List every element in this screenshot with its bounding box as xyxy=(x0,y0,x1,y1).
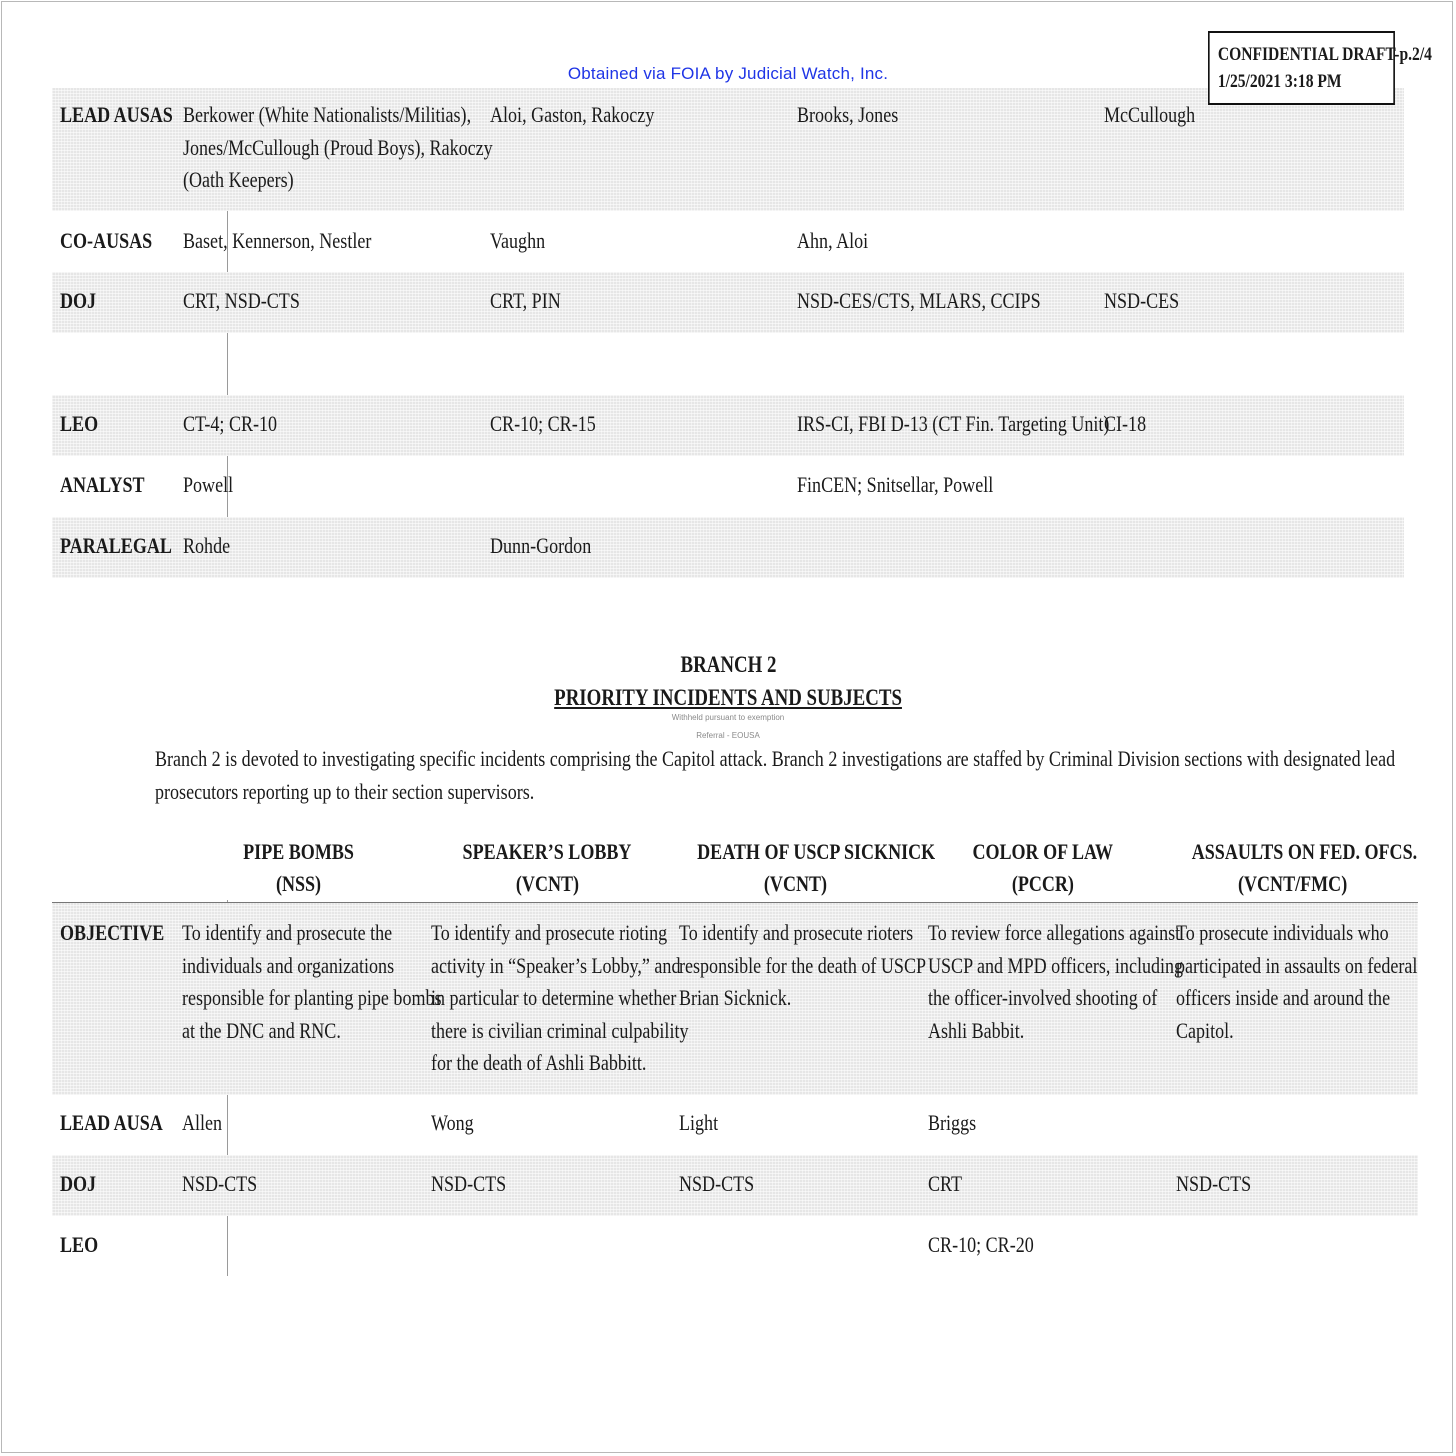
column-header-pipe-bombs xyxy=(175,836,423,900)
table-cell: Brooks, Jones xyxy=(797,102,899,127)
table-cell: NSD-CTS xyxy=(431,1171,507,1196)
table-cell: NSD-CTS xyxy=(1176,1171,1252,1196)
row-label: LEO xyxy=(60,1232,99,1257)
column-title: DEATH OF USCP SICKNICK xyxy=(697,839,936,864)
column-unit: (VCNT/FMC) xyxy=(1238,871,1348,896)
stamp-title: CONFIDENTIAL DRAFT-p.2/4 xyxy=(1217,44,1432,65)
cell-line: the officer-involved shooting of xyxy=(928,985,1158,1010)
column-header-color-of-law xyxy=(919,836,1167,900)
cell-line: at the DNC and RNC. xyxy=(182,1017,341,1043)
table-cell xyxy=(431,917,688,1080)
table-cell: Vaughn xyxy=(490,228,546,253)
table-row-lead-ausa xyxy=(52,1094,1418,1155)
branch2-description xyxy=(155,742,1395,808)
redaction-note: Referral - EOUSA xyxy=(696,731,760,740)
cell-line: Berkower (White Nationalists/Militias), xyxy=(183,102,472,127)
table-row-co-ausas xyxy=(52,211,1404,272)
column-title: SPEAKER’S LOBBY xyxy=(462,839,632,864)
row-label: LEAD AUSA xyxy=(60,1110,163,1135)
table-cell xyxy=(679,917,926,1015)
table-cell: IRS-CI, FBI D-13 (CT Fin. Targeting Unit) xyxy=(797,411,1110,436)
cell-line: Ashli Babbit. xyxy=(928,1017,1025,1043)
table-cell: Aloi, Gaston, Rakoczy xyxy=(490,102,655,127)
column-unit: (NSS) xyxy=(276,871,322,896)
table-cell: FinCEN; Snitsellar, Powell xyxy=(797,472,994,497)
table-cell: McCullough xyxy=(1104,102,1196,127)
branch2-heading xyxy=(0,648,1456,681)
table-cell: Light xyxy=(679,1110,719,1135)
table-cell: Briggs xyxy=(928,1110,977,1135)
subheading-text: PRIORITY INCIDENTS AND SUBJECTS xyxy=(554,685,902,710)
table-cell: Dunn-Gordon xyxy=(490,533,592,558)
row-label: ANALYST xyxy=(60,472,145,497)
cell-line: Brian Sicknick. xyxy=(679,985,792,1010)
table-cell xyxy=(928,917,1183,1047)
table-cell xyxy=(183,99,493,197)
table-row-leo xyxy=(52,395,1404,456)
cell-line: To review force allegations against xyxy=(928,920,1181,945)
branch2-subheading xyxy=(0,681,1456,714)
redaction-note: Withheld pursuant to exemption xyxy=(671,713,785,722)
column-title: PIPE BOMBS xyxy=(243,839,355,864)
cell-line: To prosecute individuals who xyxy=(1176,920,1389,945)
table-cell: CI-18 xyxy=(1104,411,1147,436)
cell-line: individuals and organizations xyxy=(182,952,395,978)
table-row-analyst xyxy=(52,456,1404,517)
table-cell: CT-4; CR-10 xyxy=(183,411,278,436)
cell-line: To identify and prosecute rioting xyxy=(431,920,668,945)
cell-line: in particular to determine whether xyxy=(431,985,677,1010)
paragraph-line: Branch 2 is devoted to investigating specific incidents comprising the Capitol attack. Branch 2 investigations are staffed by Criminal Division sections with designated lead xyxy=(155,746,1396,771)
table-cell: Baset, Kennerson, Nestler xyxy=(183,228,372,253)
table-cell: NSD-CES/CTS, MLARS, CCIPS xyxy=(797,288,1041,313)
cell-line: To identify and prosecute the xyxy=(182,920,393,945)
table-cell: CRT xyxy=(928,1171,963,1196)
table-row-lead-ausas xyxy=(52,88,1404,211)
cell-line: Capitol. xyxy=(1176,1017,1234,1043)
table-cell: NSD-CTS xyxy=(182,1171,258,1196)
paragraph-line: prosecutors reporting up to their section supervisors. xyxy=(155,779,535,804)
table-cell: Wong xyxy=(431,1110,474,1135)
table-row-doj xyxy=(52,1155,1418,1216)
cell-line: there is civilian criminal culpability xyxy=(431,1017,689,1043)
row-label: OBJECTIVE xyxy=(60,920,165,945)
table-cell: Powell xyxy=(183,472,234,497)
cell-line: USCP and MPD officers, including xyxy=(928,952,1184,978)
column-header-assaults-on-fed-ofcs xyxy=(1167,836,1419,900)
table-cell xyxy=(182,917,442,1047)
table-cell: Allen xyxy=(182,1110,223,1135)
table-row-leo xyxy=(52,1216,1418,1276)
foia-notice: Obtained via FOIA by Judicial Watch, Inc. xyxy=(567,64,889,83)
cell-line: responsible for the death of USCP xyxy=(679,952,927,978)
row-label: LEAD AUSAS xyxy=(60,102,173,127)
table-cell: CRT, NSD-CTS xyxy=(183,288,300,313)
column-header-death-of-sicknick xyxy=(671,836,936,900)
table-cell xyxy=(1176,917,1417,1047)
column-header-speakers-lobby xyxy=(423,836,671,900)
row-label: CO-AUSAS xyxy=(60,228,153,253)
stamp-date: 1/25/2021 3:18 PM xyxy=(1217,71,1342,92)
row-label: LEO xyxy=(60,411,99,436)
cell-line: for the death of Ashli Babbitt. xyxy=(431,1050,647,1075)
cell-line: activity in “Speaker’s Lobby,” and xyxy=(431,952,681,978)
table-cell: NSD-CTS xyxy=(679,1171,755,1196)
row-label: PARALEGAL xyxy=(60,533,172,558)
table-cell: NSD-CES xyxy=(1104,288,1180,313)
column-title: ASSAULTS ON FED. OFCS. xyxy=(1191,839,1418,864)
table-cell: Rohde xyxy=(183,533,231,558)
heading-text: BRANCH 2 xyxy=(680,652,776,677)
table-cell: CR-10; CR-20 xyxy=(928,1232,1034,1257)
column-title: COLOR OF LAW xyxy=(972,839,1114,864)
cell-line: To identify and prosecute rioters xyxy=(679,920,914,945)
cell-line: (Oath Keepers) xyxy=(183,167,294,192)
table-row-doj xyxy=(52,272,1404,333)
confidential-draft-stamp xyxy=(1208,31,1432,105)
cell-line: Jones/McCullough (Proud Boys), Rakoczy xyxy=(183,134,493,160)
table-row-paralegal xyxy=(52,517,1404,578)
table-row-objective xyxy=(52,902,1418,1095)
cell-line: responsible for planting pipe bombs xyxy=(182,985,442,1010)
cell-line: officers inside and around the xyxy=(1176,985,1391,1010)
row-label: DOJ xyxy=(60,1171,97,1196)
column-unit: (VCNT) xyxy=(515,871,579,896)
branch2-table xyxy=(52,900,1418,1276)
row-label: DOJ xyxy=(60,288,97,313)
cell-line: participated in assaults on federal xyxy=(1176,952,1418,978)
table-cell: Ahn, Aloi xyxy=(797,228,869,253)
branch1-table xyxy=(52,88,1404,578)
column-unit: (VCNT) xyxy=(763,871,827,896)
column-unit: (PCCR) xyxy=(1011,871,1075,896)
table-cell: CR-10; CR-15 xyxy=(490,411,596,436)
table-cell: CRT, PIN xyxy=(490,288,561,313)
